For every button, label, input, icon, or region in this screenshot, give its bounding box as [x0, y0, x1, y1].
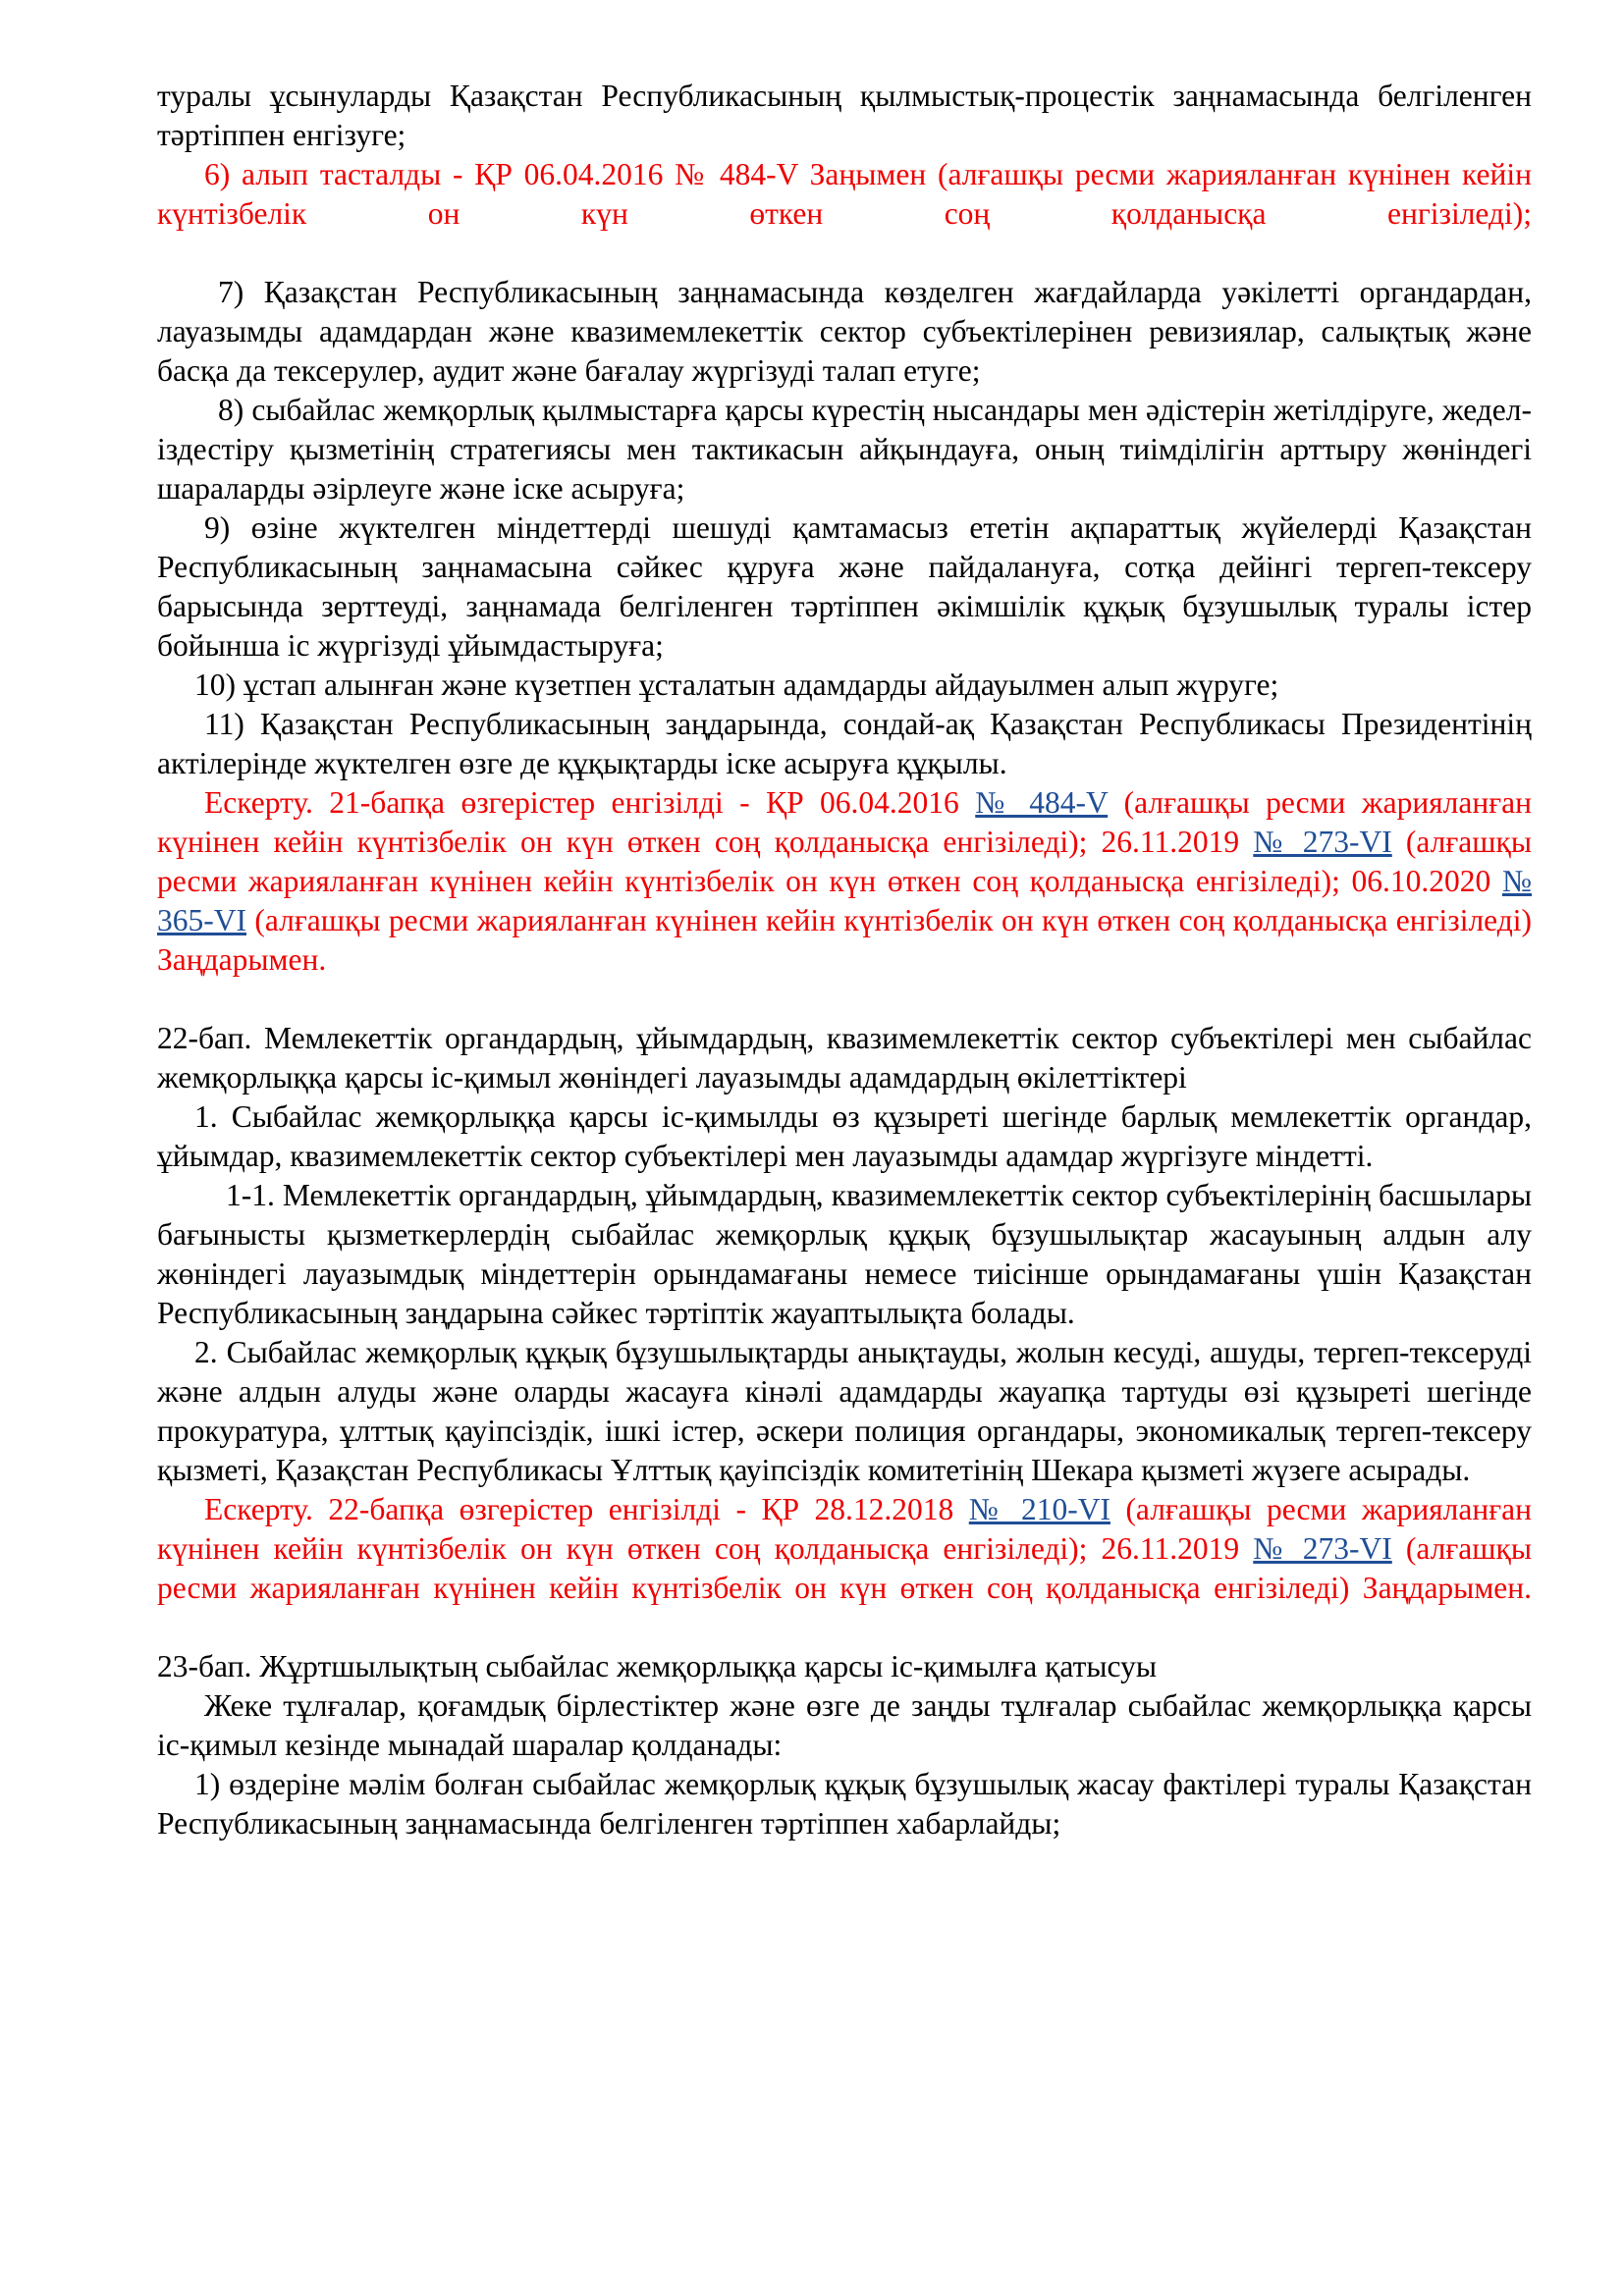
article-23-title: 23-бап. Жұртшылықтың сыбайлас жемқорлыққа қарсы іс-қимылға қатысуы [157, 1649, 1158, 1683]
spacer [157, 980, 1532, 1019]
article-22-title: 22-бап. Мемлекеттік органдардың, ұйымдардың, квазимемлекеттік сектор субъектілері мен сыбайлас жемқорлыққа қарсы іс-қимыл жөніндегі лауазымды адамдардың өкілеттіктері [157, 1021, 1532, 1095]
note-article-22 [157, 1490, 1532, 1608]
note-text: (алғашқы ресми жарияланған күнінен кейін күнтізбелік он күн өткен соң қолданысқа енгізіледі); 06.10.2020 [157, 825, 1533, 898]
note-text: Ескерту. 22-бапқа өзгерістер енгізілді - ҚР 28.12.2018 [204, 1492, 969, 1526]
article-22-point-2: 2. Сыбайлас жемқорлық құқық бұзушылықтарды анықтауды, жолын кесуді, ашуды, тергеп-тексеруді және алдын алуды және оларды жасауға кінәлі адамдарды жауапқа тартуды өзі құзыреті шегінде прокуратура, ұлттық қауіпсіздік, ішкі істер, әскери полиция органдары, экономикалық тергеп-тексеру қызметі, Қазақстан Республикасы Ұлттық қауіпсіздік комитетінің Шекара қызметі жүзеге асырады. [157, 1335, 1532, 1487]
document-page [157, 77, 1532, 1843]
article-22-point-1-1: 1-1. Мемлекеттік органдардың, ұйымдардың, квазимемлекеттік сектор субъектілерінің басшылары бағынысты қызметкерлердің сыбайлас жемқорлық құқық бұзушылықтар жасауының алдын алу жөніндегі лауазымдық міндеттерін орындамағаны немесе тиісінше орындамағаны үшін Қазақстан Республикасының заңдарына сәйкес тәртіптік жауаптылықта болады. [157, 1178, 1532, 1330]
article-23-intro: Жеке тұлғалар, қоғамдық бірлестіктер және өзге де заңды тұлғалар сыбайлас жемқорлыққа қарсы іс-қимыл кезінде мынадай шаралар қолданады: [157, 1688, 1532, 1762]
law-link-273-vi[interactable]: № 273-VI [1253, 825, 1392, 859]
note-text: (алғашқы ресми жарияланған күнінен кейін күнтізбелік он күн өткен соң қолданысқа енгізіледі); 26.11.2019 [157, 1492, 1532, 1566]
note-text: (алғашқы ресми жарияланған күнінен кейін күнтізбелік он күн өткен соң қолданысқа енгізіледі) Заңдарымен. [157, 903, 1532, 977]
law-link-365-vi[interactable]: № 365-VI [157, 864, 1532, 937]
law-link-273-vi[interactable]: № 273-VI [1253, 1531, 1392, 1566]
note-article-21 [157, 783, 1532, 980]
item-9: 9) өзіне жүктелген міндеттерді шешуді қамтамасыз ететін ақпараттық жүйелерді Қазақстан Республикасының заңнамасына сәйкес құруға және пайдалануға, сотқа дейінгі тергеп-тексеру барысында зерттеуді, заңнамада белгіленген тәртіппен әкімшілік құқық бұзушылық туралы істер бойынша іс жүргізуді ұйымдастыруға; [157, 510, 1532, 663]
note-text: (алғашқы ресми жарияланған күнінен кейін күнтізбелік он күн өткен соң қолданысқа енгізіледі); 26.11.2019 [157, 785, 1532, 859]
law-link-210-vi[interactable]: № 210-VI [968, 1492, 1110, 1526]
paragraph-intro: туралы ұсынуларды Қазақстан Республикасының қылмыстық-процестік заңнамасында белгіленген тәртіппен енгізуге; [157, 79, 1532, 152]
spacer [157, 234, 1532, 273]
item-7: 7) Қазақстан Республикасының заңнамасында көзделген жағдайларда уәкiлеттi органдардан, лауазымды адамдардан және квазимемлекеттік сектор субъектілерінен ревизиялар, салықтық және басқа да тексерулер, аудит және бағалау жүргізуді талап етуге; [157, 275, 1532, 388]
item-8: 8) сыбайлас жемқорлық қылмыстарға қарсы күрестің нысандары мен әдістерін жетілдіруге, жедел-іздестіру қызметінің стратегиясы мен тактикасын айқындауға, оның тиімділігін арттыру жөніндегі шараларды әзірлеуге және іске асыруға; [157, 393, 1532, 506]
article-22-point-1: 1. Сыбайлас жемқорлыққа қарсы іс-қимылды өз құзыреті шегінде барлық мемлекеттік органдар, ұйымдар, квазимемлекеттік сектор субъектілері мен лауазымды адамдар жүргізуге міндетті. [157, 1099, 1532, 1173]
article-23-point-1: 1) өздеріне мәлім болған сыбайлас жемқорлық құқық бұзушылық жасау фактілері туралы Қазақстан Республикасының заңнамасында белгіленген тәртіппен хабарлайды; [157, 1767, 1532, 1841]
note-text: (алғашқы ресми жарияланған күнінен кейін күнтізбелік он күн өткен соң қолданысқа енгізіледі) Заңдарымен. [157, 1531, 1533, 1605]
item-11: 11) Қазақстан Республикасының заңдарында, сондай-ақ Қазақстан Республикасы Президентінің актілерінде жүктелген өзге де құқықтарды іске асыруға құқылы. [157, 707, 1532, 780]
spacer [157, 1608, 1532, 1647]
item-10: 10) ұстап алынған және күзетпен ұсталатын адамдарды айдауылмен алып жүруге; [194, 667, 1279, 702]
note-text: Ескерту. 21-бапқа өзгерістер енгізілді - ҚР 06.04.2016 [204, 785, 976, 820]
item-6-repealed: 6) алып тасталды - ҚР 06.04.2016 № 484-V Заңымен (алғашқы ресми жарияланған күнінен кейін күнтізбелік он күн өткен соң қолданысқа енгізіледі); [157, 157, 1532, 231]
law-link-484-v[interactable]: № 484-V [975, 785, 1109, 820]
